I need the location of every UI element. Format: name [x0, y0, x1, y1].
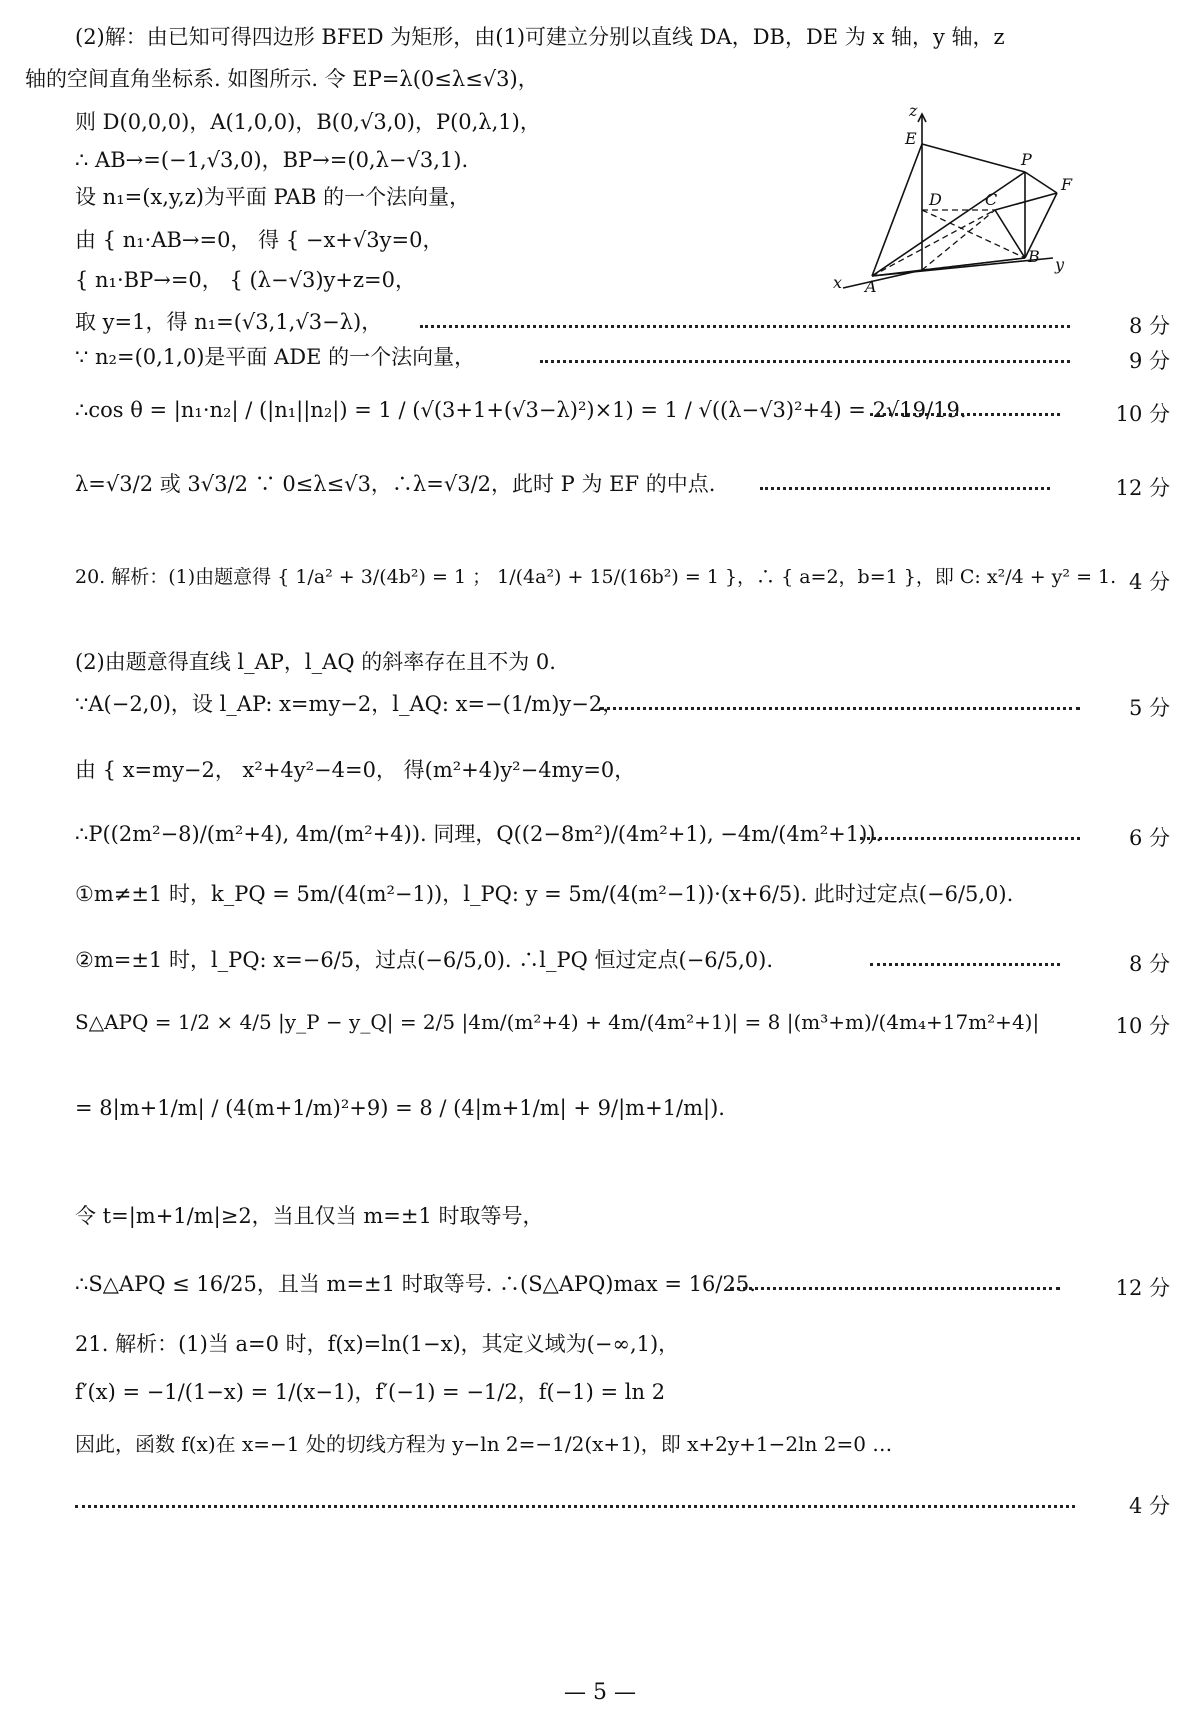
score-label: 12 分 [1115, 1276, 1170, 1300]
leader-dots [870, 413, 1060, 416]
label-E: E [905, 129, 917, 148]
page-number: — 5 — [564, 1680, 636, 1705]
score-label: 12 分 [1115, 476, 1170, 500]
q19-take-y: 取 y=1，得 n₁=(√3,1,√3−λ)， [75, 310, 383, 334]
q19-2-intro-cont: 轴的空间直角坐标系. 如图所示. 令 EP=λ(0≤λ≤√3)， [25, 67, 539, 91]
q20-2-system: 由 { x=my−2， x²+4y²−4=0， 得(m²+4)y²−4my=0， [75, 758, 636, 782]
leader-dots [600, 707, 1080, 710]
q19-vectors: ∴ AB→=(−1,√3,0)，BP→=(0,λ−√3,1). [75, 148, 469, 172]
score-label: 8 分 [1128, 952, 1170, 976]
geometry-figure [833, 101, 1165, 300]
q21-1: 21. 解析：(1)当 a=0 时，f(x)=ln(1−x)，其定义域为(−∞,1)， [75, 1332, 680, 1356]
score-label: 6 分 [1128, 826, 1170, 850]
label-A: A [865, 277, 877, 296]
q19-cos: ∴cos θ = |n₁·n₂| / (|n₁||n₂|) = 1 / (√(3+1+(√3−λ)²)×1) = 1 / √((λ−√3)²+4) = 2√19/19. [75, 398, 967, 422]
leader-dots [870, 963, 1060, 966]
leader-dots [730, 1287, 1060, 1290]
q20-2-lines: ∵A(−2,0)，设 l_AP: x=my−2，l_AQ: x=−(1/m)y−2， [75, 692, 624, 716]
q20-1: 20. 解析：(1)由题意得 { 1/a² + 3/(4b²) = 1 ； 1/(4a²) + 15/(16b²) = 1 }，∴ { a=2，b=1 }，即 C: x²/4 + y² = 1. [75, 566, 1117, 588]
leader-dots [75, 1505, 1075, 1508]
leader-dots [760, 487, 1050, 490]
q19-2-intro: (2)解：由已知可得四边形 BFED 为矩形，由(1)可建立分别以直线 DA，DB，DE 为 x 轴，y 轴，z [75, 25, 1005, 49]
label-x: x [833, 273, 843, 292]
label-B: B [1028, 247, 1040, 266]
q19-normal-def: 设 n₁=(x,y,z)为平面 PAB 的一个法向量， [75, 185, 471, 209]
leader-dots [860, 837, 1080, 840]
label-D: D [929, 190, 942, 209]
leader-dots [420, 325, 1070, 328]
q20-2-slope: (2)由题意得直线 l_AP，l_AQ 的斜率存在且不为 0. [75, 650, 556, 674]
edge-EA [872, 144, 922, 276]
label-z: z [909, 101, 918, 120]
label-y: y [1055, 255, 1065, 274]
q20-2-case1: ①m≠±1 时，k_PQ = 5m/(4(m²−1))，l_PQ: y = 5m/(4(m²−1))·(x+6/5). 此时过定点(−6/5,0). [75, 882, 1014, 906]
q21-derivative: f′(x) = −1/(1−x) = 1/(x−1)，f′(−1) = −1/2，f(−1) = ln 2 [75, 1380, 666, 1404]
edge-DC2-hidden [922, 210, 995, 270]
label-C: C [985, 190, 998, 209]
edge-EP [922, 144, 1025, 172]
label-F: F [1061, 175, 1073, 194]
score-label: 10 分 [1115, 402, 1170, 426]
score-label: 4 分 [1128, 570, 1170, 594]
score-label: 9 分 [1128, 349, 1170, 373]
q20-2-max: ∴S△APQ ≤ 16/25，且当 m=±1 时取等号. ∴(S△APQ)max = 16/25. [75, 1272, 756, 1296]
score-label: 8 分 [1128, 314, 1170, 338]
leader-dots [540, 360, 1070, 363]
score-label: 10 分 [1115, 1014, 1170, 1038]
edge-CF [995, 193, 1057, 210]
q20-2-t: 令 t=|m+1/m|≥2，当且仅当 m=±1 时取等号， [75, 1204, 544, 1228]
q19-system-1: 由 { n₁·AB→=0， 得 { −x+√3y=0， [75, 228, 444, 252]
q20-2-area: S△APQ = 1/2 × 4/5 |y_P − y_Q| = 2/5 |4m/(m²+4) + 4m/(4m²+1)| = 8 |(m³+m)/(4m₄+17m²+4)| [75, 1010, 1040, 1034]
q19-n2: ∵ n₂=(0,1,0)是平面 ADE 的一个法向量， [75, 345, 476, 369]
edge-CB [995, 210, 1025, 258]
score-label: 5 分 [1128, 696, 1170, 720]
q20-2-area-2: = 8|m+1/m| / (4(m+1/m)²+9) = 8 / (4|m+1/m| + 9/|m+1/m|). [75, 1096, 725, 1120]
q20-2-PQ: ∴P((2m²−8)/(m²+4), 4m/(m²+4)). 同理，Q((2−8m²)/(4m²+1), −4m/(4m²+1)). [75, 822, 883, 846]
q19-system-2: { n₁·BP→=0， { (λ−√3)y+z=0， [75, 268, 416, 292]
label-P: P [1021, 150, 1032, 169]
edge-PF [1025, 172, 1057, 193]
q20-2-case2: ②m=±1 时，l_PQ: x=−6/5，过点(−6/5,0). ∴l_PQ 恒过定点(−6/5,0). [75, 948, 774, 972]
q21-tangent: 因此，函数 f(x)在 x=−1 处的切线方程为 y−ln 2=−1/2(x+1)，即 x+2y+1−2ln 2=0 … [75, 1432, 893, 1456]
q19-lambda: λ=√3/2 或 3√3/2 ∵ 0≤λ≤√3，∴λ=√3/2，此时 P 为 EF 的中点. [75, 472, 716, 496]
score-label: 4 分 [1128, 1494, 1170, 1518]
q19-coords: 则 D(0,0,0)，A(1,0,0)，B(0,√3,0)，P(0,λ,1)， [75, 110, 541, 134]
